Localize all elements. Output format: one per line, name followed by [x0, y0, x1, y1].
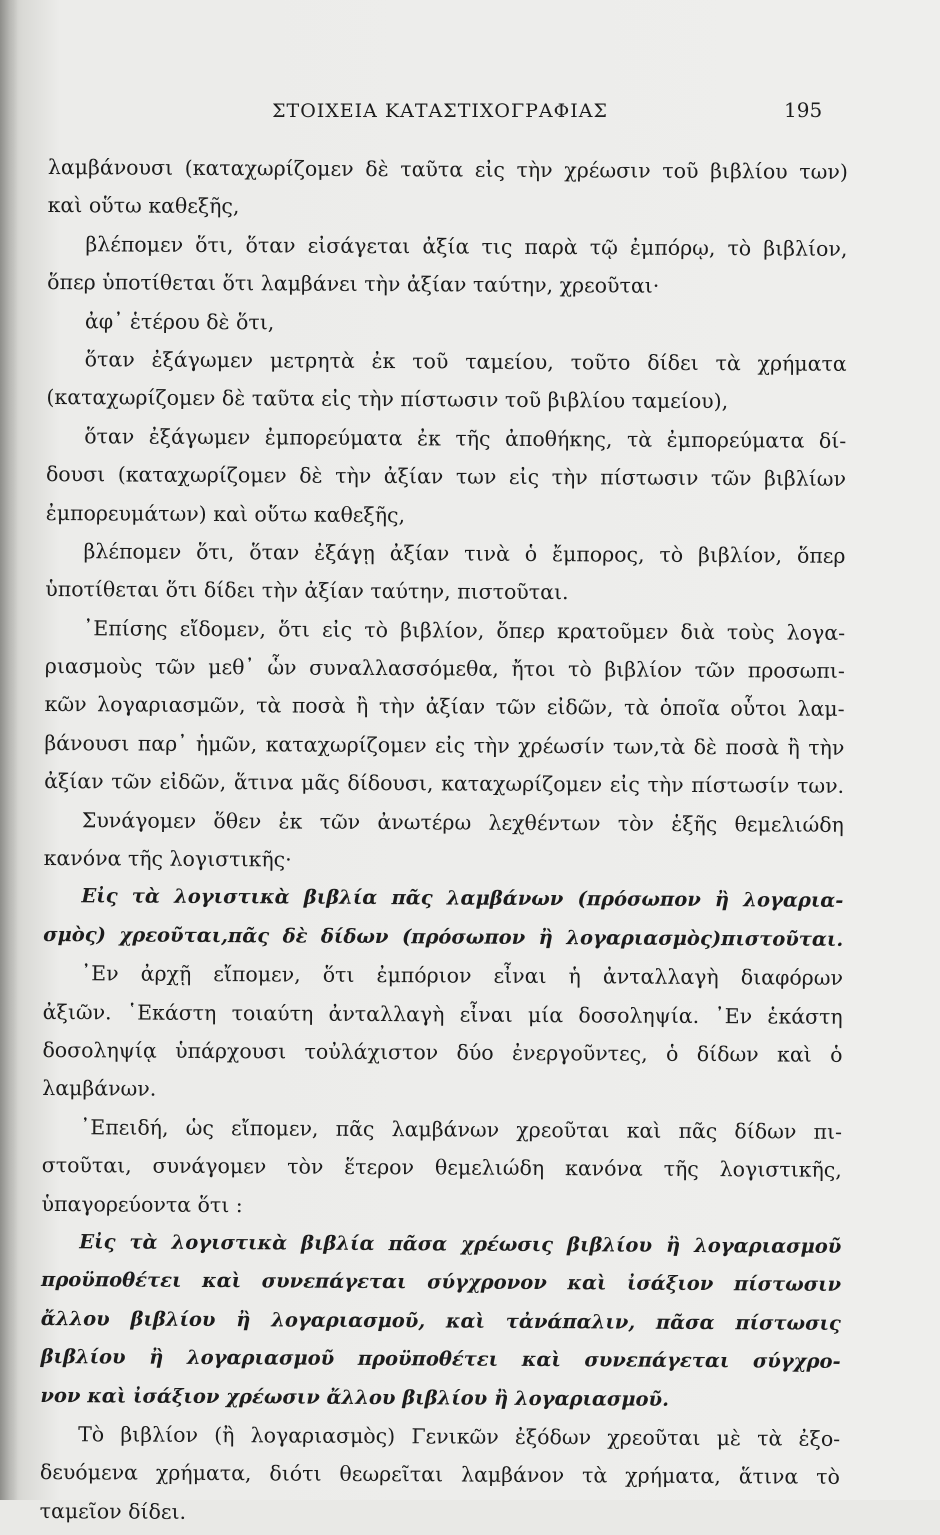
text-line: ἐμπορευμάτων) καὶ οὕτω καθεξῆς, — [45, 500, 406, 527]
rule-line: ἄλλου βιβλίου ἢ λογαριασμοῦ, καὶ τἀνάπαλιν, πᾶσα πίστωσις — [40, 1306, 841, 1335]
text-line: ὅταν ἐξάγωμεν μετρητὰ ἐκ τοῦ ταμείου, τοῦτο δίδει τὰ χρήματα — [84, 347, 847, 376]
page-header — [0, 96, 940, 130]
text-line: λαμβάνων. — [42, 1076, 157, 1102]
text-line: καὶ οὕτω καθεξῆς, — [47, 193, 240, 219]
running-head: ΣΤΟΙΧΕΙΑ ΚΑΤΑΣΤΙΧΟΓΡΑΦΙΑΣ — [272, 100, 608, 122]
text-line: βλέπομεν ὅτι, ὅταν ἐξάγῃ ἀξίαν τινὰ ὁ ἔμπορος, τὸ βιβλίον, ὅπερ — [83, 539, 846, 568]
text-line: ὅπερ ὑποτίθεται ὅτι λαμβάνει τὴν ἀξίαν ταύτην, χρεοῦται· — [47, 270, 660, 298]
text-line: ριασμοὺς τῶν μεθ᾽ ὧν συναλλασσόμεθα, ἤτοι τὸ βιβλίον τῶν προσωπι- — [44, 654, 845, 683]
text-line: δοσοληψίᾳ ὑπάρχουσι τοὐλάχιστον δύο ἐνεργοῦντες, ὁ δίδων καὶ ὁ — [42, 1037, 843, 1067]
text-line: ᾽Εν ἀρχῇ εἴπομεν, ὅτι ἐμπόριον εἶναι ἡ ἀνταλλαγὴ διαφόρων — [80, 961, 844, 991]
text-line: ἀξίαν τῶν εἰδῶν, ἅτινα μᾶς δίδουσι, καταχωρίζομεν εἰς τὴν πίστωσίν των. — [44, 769, 845, 799]
text-line: ὑποτίθεται ὅτι δίδει τὴν ἀξίαν ταύτην, πιστοῦται. — [45, 577, 569, 605]
text-line: κῶν λογαριασμῶν, τὰ ποσὰ ἢ τὴν ἀξίαν τῶν εἰδῶν, τὰ ὁποῖα οὗτοι λαμ- — [44, 692, 845, 722]
text-line: Συνάγομεν ὅθεν ἐκ τῶν ἀνωτέρω λεχθέντων τὸν ἑξῆς θεμελιώδη — [81, 807, 844, 837]
rule-line: σμὸς) χρεοῦται,πᾶς δὲ δίδων (πρόσωπον ἢ λογαριασμὸς)πιστοῦται. — [43, 922, 844, 951]
text-line: Τὸ βιβλίον (ἢ λογαριασμὸς) Γενικῶν ἐξόδων χρεοῦται μὲ τὰ ἐξο- — [78, 1422, 841, 1451]
rule-line: Εἰς τὰ λογιστικὰ βιβλία πᾶς λαμβάνων (πρόσωπον ἢ λογαρια- — [81, 884, 844, 913]
rule-line: προϋποθέτει καὶ συνεπάγεται σύγχρονον καὶ ἰσάξιον πίστωσιν — [41, 1268, 842, 1297]
text-line: βάνουσι παρ᾽ ἡμῶν, καταχωρίζομεν εἰς τὴν χρέωσίν των,τὰ δὲ ποσὰ ἢ τὴν — [44, 730, 845, 760]
text-line: ἀφ᾽ ἑτέρου δὲ ὅτι, — [84, 308, 275, 334]
text-line: δουσι (καταχωρίζομεν δὲ τὴν ἀξίαν των εἰς τὴν πίστωσιν τῶν βιβλίων — [45, 462, 847, 492]
text-line: ᾽Επίσης εἴδομεν, ὅτι εἰς τὸ βιβλίον, ὅπερ κρατοῦμεν διὰ τοὺς λογα- — [82, 615, 846, 645]
page-number: 195 — [784, 98, 823, 122]
text-line: ὅταν ἐξάγωμεν ἐμπορεύματα ἐκ τῆς ἀποθήκης, τὰ ἐμπορεύματα δί- — [84, 423, 847, 453]
text-line: ὑπαγορεύοντα ὅτι : — [41, 1191, 243, 1217]
rule-line: νον καὶ ἰσάξιον χρέωσιν ἄλλου βιβλίου ἢ λογαριασμοῦ. — [40, 1383, 669, 1411]
text-line: βλέπομεν ὅτι, ὅταν εἰσάγεται ἀξία τις παρὰ τῷ ἐμπόρῳ, τὸ βιβλίον, — [85, 232, 848, 261]
text-line: στοῦται, συνάγομεν τὸν ἕτερον θεμελιώδη κανόνα τῆς λογιστικῆς, — [41, 1153, 842, 1183]
text-line: δευόμενα χρήματα, διότι θεωρεῖται λαμβάνον τὰ χρήματα, ἅτινα τὸ — [39, 1460, 840, 1490]
text-line: ᾽Επειδή, ὡς εἴπομεν, πᾶς λαμβάνων χρεοῦται καὶ πᾶς δίδων πι- — [79, 1114, 843, 1144]
rule-line: βιβλίου ἢ λογαριασμοῦ προϋποθέτει καὶ συνεπάγεται σύγχρο- — [40, 1345, 841, 1373]
text-line: λαμβάνουσι (καταχωρίζομεν δὲ ταῦτα εἰς τὴν χρέωσιν τοῦ βιβλίου των) — [47, 154, 848, 184]
text-line: ἀξιῶν. ῾Εκάστη τοιαύτη ἀνταλλαγὴ εἶναι μία δοσοληψία. ᾽Εν ἑκάστη — [42, 999, 843, 1029]
text-line: (καταχωρίζομεν δὲ ταῦτα εἰς τὴν πίστωσιν τοῦ βιβλίου ταμείου), — [46, 385, 729, 414]
text-line: κανόνα τῆς λογιστικῆς· — [43, 846, 292, 872]
text-line: ταμεῖον δίδει. — [39, 1498, 187, 1524]
page-binding-shadow — [0, 0, 18, 1500]
rule-line: Εἰς τὰ λογιστικὰ βιβλία πᾶσα χρέωσις βιβλίου ἢ λογαριασμοῦ — [79, 1230, 842, 1258]
body-text — [40, 148, 848, 1535]
